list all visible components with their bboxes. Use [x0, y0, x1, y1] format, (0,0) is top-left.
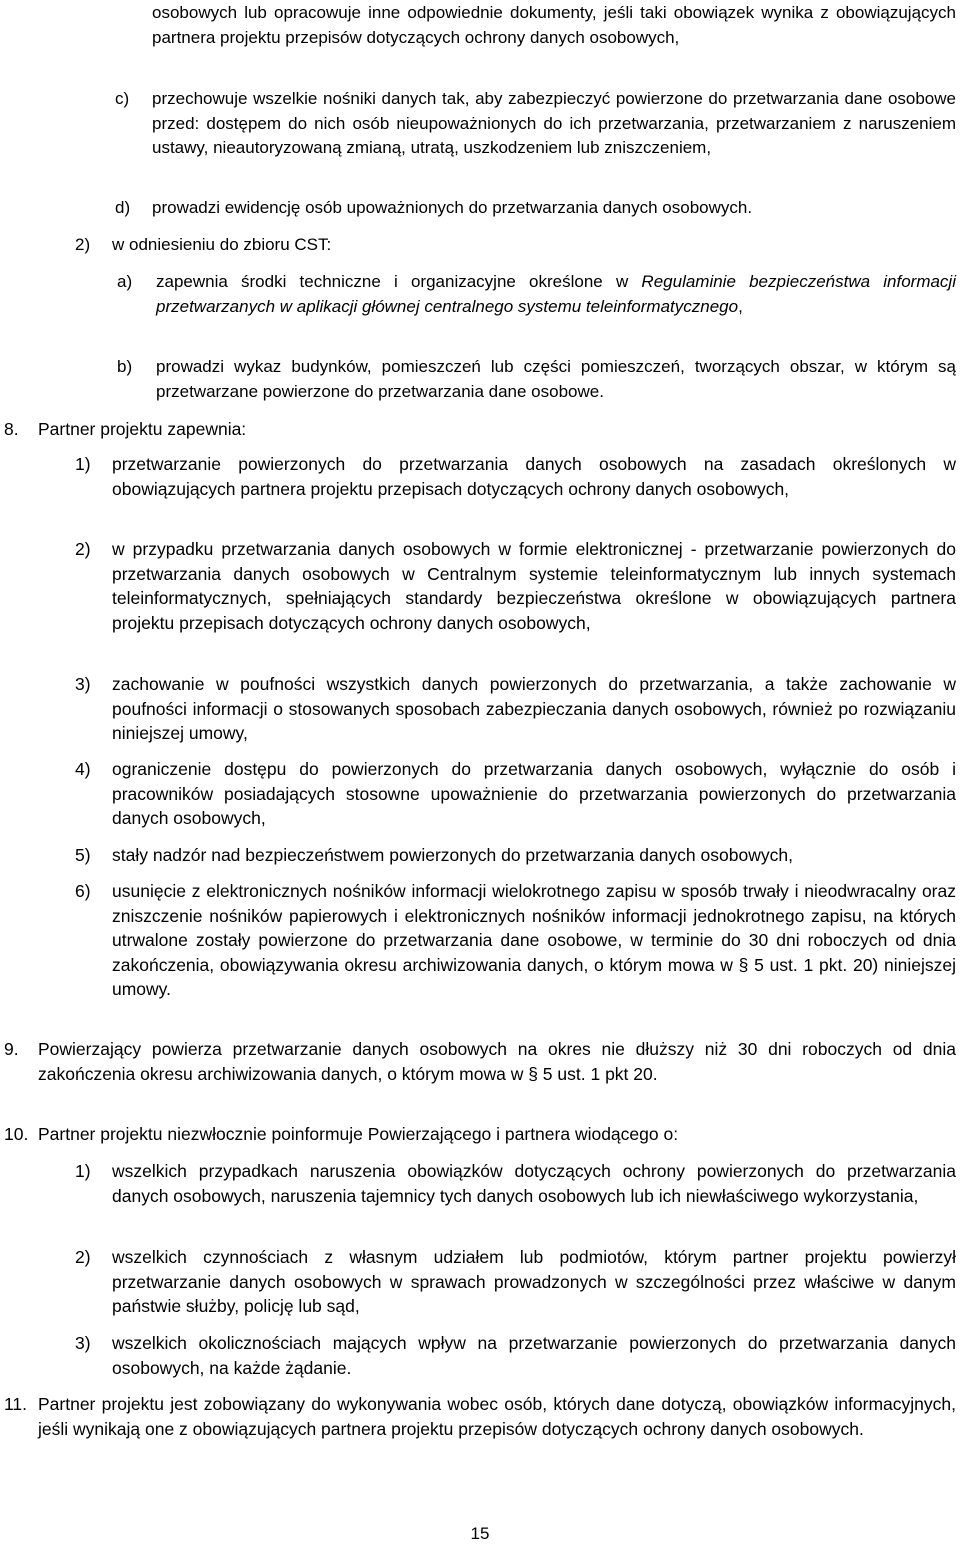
- section-10-item-3-text: wszelkich okolicznościach mających wpływ na przetwarzanie powierzonych do przetwarzania danych osobowych, na każde żądanie.: [112, 1333, 956, 1378]
- section-8-item-6-label: 6): [75, 881, 91, 901]
- section-10-heading: Partner projektu niezwłocznie poinformuje Powierzającego i partnera wiodącego o:: [38, 1124, 679, 1144]
- section-10-item-2-label: 2): [75, 1247, 91, 1267]
- section-11-label: 11.: [4, 1394, 28, 1414]
- section-8-item-5-label: 5): [75, 845, 91, 865]
- section-10-item-2-text: wszelkich czynnościach z własnym udziałem lub podmiotów, którym partner projektu powierzył przetwarzanie danych osobowych w sprawach prowadzonych w szczególności przez właściwe w danym państwie służby, policję lub sąd,: [112, 1247, 956, 1316]
- point-2b-label: b): [117, 357, 133, 376]
- section-8-item-1-text: przetwarzanie powierzonych do przetwarzania danych osobowych na zasadach określonych w obowiązujących partnera projektu przepisach dotyczących ochrony danych osobowych,: [112, 454, 956, 499]
- section-8-item-4-text: ograniczenie dostępu do powierzonych do przetwarzania danych osobowych, wyłącznie do osób i pracowników posiadających stosowne upoważnienie do przetwarzania powierzonych do przetwarzania danych osobowych,: [112, 759, 956, 828]
- section-8-item-3-text: zachowanie w poufności wszystkich danych powierzonych do przetwarzania, a także zachowanie w poufności informacji o stosowanych sposobach zabezpieczania danych osobowych, również po rozwiązaniu niniejszej umowy,: [112, 674, 956, 743]
- item-b-continuation: osobowych lub opracowuje inne odpowiednie dokumenty, jeśli taki obowiązek wynika z obowiązujących partnera projektu przepisów dotyczących ochrony danych osobowych,: [152, 3, 956, 47]
- point-2b-text: prowadzi wykaz budynków, pomieszczeń lub części pomieszczeń, tworzących obszar, w którym są przetwarzane powierzone do przetwarzania dane osobowe.: [156, 357, 956, 401]
- section-8-item-6-text: usunięcie z elektronicznych nośników informacji wielokrotnego zapisu w sposób trwały i nieodwracalny oraz zniszczenie nośników papierowych i elektronicznych nośników informacji jednokrotnego zapisu, na których utrwalone zostały powierzone do przetwarzania dane osobowe, w terminie do 30 dni roboczych od dnia zakończenia, obowiązywania okresu archiwizowania danych, o którym mowa w § 5 ust. 1 pkt. 20) niniejszej umowy.: [112, 881, 956, 999]
- section-10-item-1-text: wszelkich przypadkach naruszenia obowiązków dotyczących ochrony powierzonych do przetwarzania danych osobowych, naruszenia tajemnicy tych danych osobowych lub ich niewłaściwego wykorzystania,: [112, 1161, 956, 1206]
- section-8-item-1-label: 1): [75, 454, 91, 474]
- section-10-label: 10.: [4, 1124, 29, 1144]
- section-8-item-2-text: w przypadku przetwarzania danych osobowych w formie elektronicznej - przetwarzanie powierzonych do przetwarzania danych osobowych w Centralnym systemie teleinformatycznym lub innych systemach teleinformatycznych, spełniających standardy bezpieczeństwa określone w obowiązujących partnera projektu przepisach dotyczących ochrony danych osobowych,: [112, 539, 956, 633]
- section-11-text: Partner projektu jest zobowiązany do wykonywania wobec osób, których dane dotyczą, obowiązków informacyjnych, jeśli wynikają one z obowiązujących partnera projektu przepisów dotyczących ochrony danych osobowych.: [38, 1394, 956, 1439]
- point-2a-label: a): [117, 272, 133, 291]
- item-d-label: d): [115, 198, 131, 217]
- section-8-item-4-label: 4): [75, 759, 91, 779]
- regulation-title: Regulaminie bezpieczeństwa informacji przetwarzanych w aplikacji głównej centralnego systemu teleinformatycznego: [156, 272, 956, 316]
- page-number: 15: [470, 1524, 490, 1543]
- section-8-heading: Partner projektu zapewnia:: [38, 419, 247, 439]
- point-2-label: 2): [75, 235, 91, 254]
- section-8-item-3-label: 3): [75, 674, 91, 694]
- section-10-item-3-label: 3): [75, 1333, 91, 1353]
- section-8-item-5-text: stały nadzór nad bezpieczeństwem powierzonych do przetwarzania danych osobowych,: [112, 845, 793, 865]
- point-2-text: w odniesieniu do zbioru CST:: [112, 235, 332, 254]
- item-c-label: c): [115, 89, 130, 108]
- section-9-label: 9.: [4, 1039, 19, 1059]
- point-2a-text-plain: zapewnia środki techniczne i organizacyjne określone w: [156, 272, 642, 291]
- section-10-item-1-label: 1): [75, 1161, 91, 1181]
- item-c-text: przechowuje wszelkie nośniki danych tak, aby zabezpieczyć powierzone do przetwarzania dane osobowe przed: dostępem do nich osób nieupoważnionych do ich przetwarzania, przetwarzaniem z naruszeniem ustawy, nieautoryzowaną zmianą, utratą, uszkodzeniem lub zniszczeniem,: [152, 89, 956, 157]
- section-8-item-2-label: 2): [75, 539, 91, 559]
- point-2a-text: [156, 270, 956, 319]
- point-2a-text-end: ,: [738, 296, 743, 316]
- section-9-text: Powierzający powierza przetwarzanie danych osobowych na okres nie dłuższy niż 30 dni roboczych od dnia zakończenia okresu archiwizowania danych, o którym mowa w § 5 ust. 1 pkt 20.: [38, 1039, 956, 1084]
- item-d-text: prowadzi ewidencję osób upoważnionych do przetwarzania danych osobowych.: [152, 198, 753, 217]
- section-8-label: 8.: [4, 419, 19, 439]
